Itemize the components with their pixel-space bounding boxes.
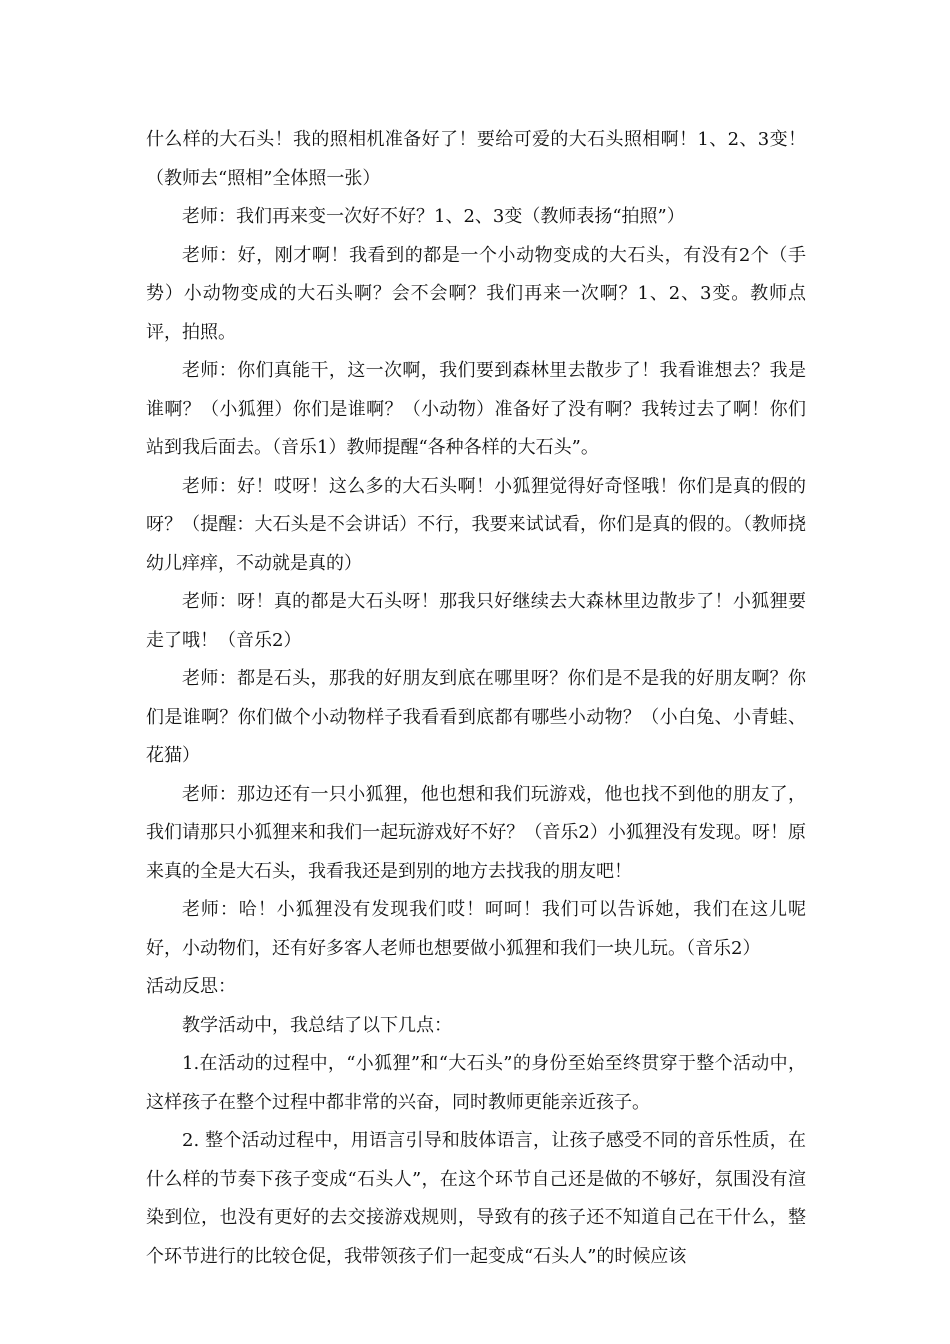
document-body xyxy=(146,121,806,1276)
paragraph: 老师：哈！小狐狸没有发现我们哎！呵呵！我们可以告诉她，我们在这儿呢好，小动物们，还有好多客人老师也想要做小狐狸和我们一块儿玩。（音乐2） xyxy=(146,899,806,959)
paragraph: 老师：你们真能干，这一次啊，我们要到森林里去散步了！我看谁想去？我是谁啊？（小狐狸）你们是谁啊？（小动物）准备好了没有啊？我转过去了啊！你们站到我后面去。（音乐1）教师提醒“各种各样的大石头”。 xyxy=(146,360,806,458)
paragraph: 老师：好，刚才啊！我看到的都是一个小动物变成的大石头，有没有2个（手势）小动物变成的大石头啊？会不会啊？我们再来一次啊？1、2、3变。教师点评，拍照。 xyxy=(146,244,806,343)
paragraph: 老师：那边还有一只小狐狸，他也想和我们玩游戏，他也找不到他的朋友了，我们请那只小狐狸来和我们一起玩游戏好不好？（音乐2）小狐狸没有发现。呀！原来真的全是大石头，我看我还是到别的地方去找我的朋友吧！ xyxy=(146,783,806,882)
list-item: 1.在活动的过程中，“小狐狸”和“大石头”的身份至始至终贯穿于整个活动中，这样孩子在整个过程中都非常的兴奋，同时教师更能亲近孩子。 xyxy=(146,1053,806,1113)
paragraph: 教学活动中，我总结了以下几点： xyxy=(182,1014,452,1036)
paragraph: 老师：好！哎呀！这么多的大石头啊！小狐狸觉得好奇怪哦！你们是真的假的呀？（提醒：大石头是不会讲话）不行，我要来试试看，你们是真的假的。（教师挠幼儿痒痒，不动就是真的） xyxy=(146,475,806,574)
list-item: 2. 整个活动过程中，用语言引导和肢体语言，让孩子感受不同的音乐性质，在什么样的节奏下孩子变成“石头人”，在这个环节自己还是做的不够好，氛围没有渲染到位，也没有更好的去交接游戏规则，导致有的孩子还不知道自己在干什么，整个环节进行的比较仓促，我带领孩子们一起变成“石头人”的时候应该 xyxy=(146,1130,806,1267)
paragraph: 老师：呀！真的都是大石头呀！那我只好继续去大森林里边散步了！小狐狸要走了哦！（音乐2） xyxy=(146,591,806,651)
paragraph: 老师：都是石头，那我的好朋友到底在哪里呀？你们是不是我的好朋友啊？你们是谁啊？你们做个小动物样子我看看到底都有哪些小动物？（小白兔、小青蛙、花猫） xyxy=(146,668,806,766)
paragraph: 什么样的大石头！我的照相机准备好了！要给可爱的大石头照相啊！1、2、3变！（教师去“照相”全体照一张） xyxy=(146,129,806,189)
paragraph: 老师：我们再来变一次好不好？1、2、3变（教师表扬“拍照”） xyxy=(182,206,685,227)
section-heading: 活动反思： xyxy=(146,976,236,997)
